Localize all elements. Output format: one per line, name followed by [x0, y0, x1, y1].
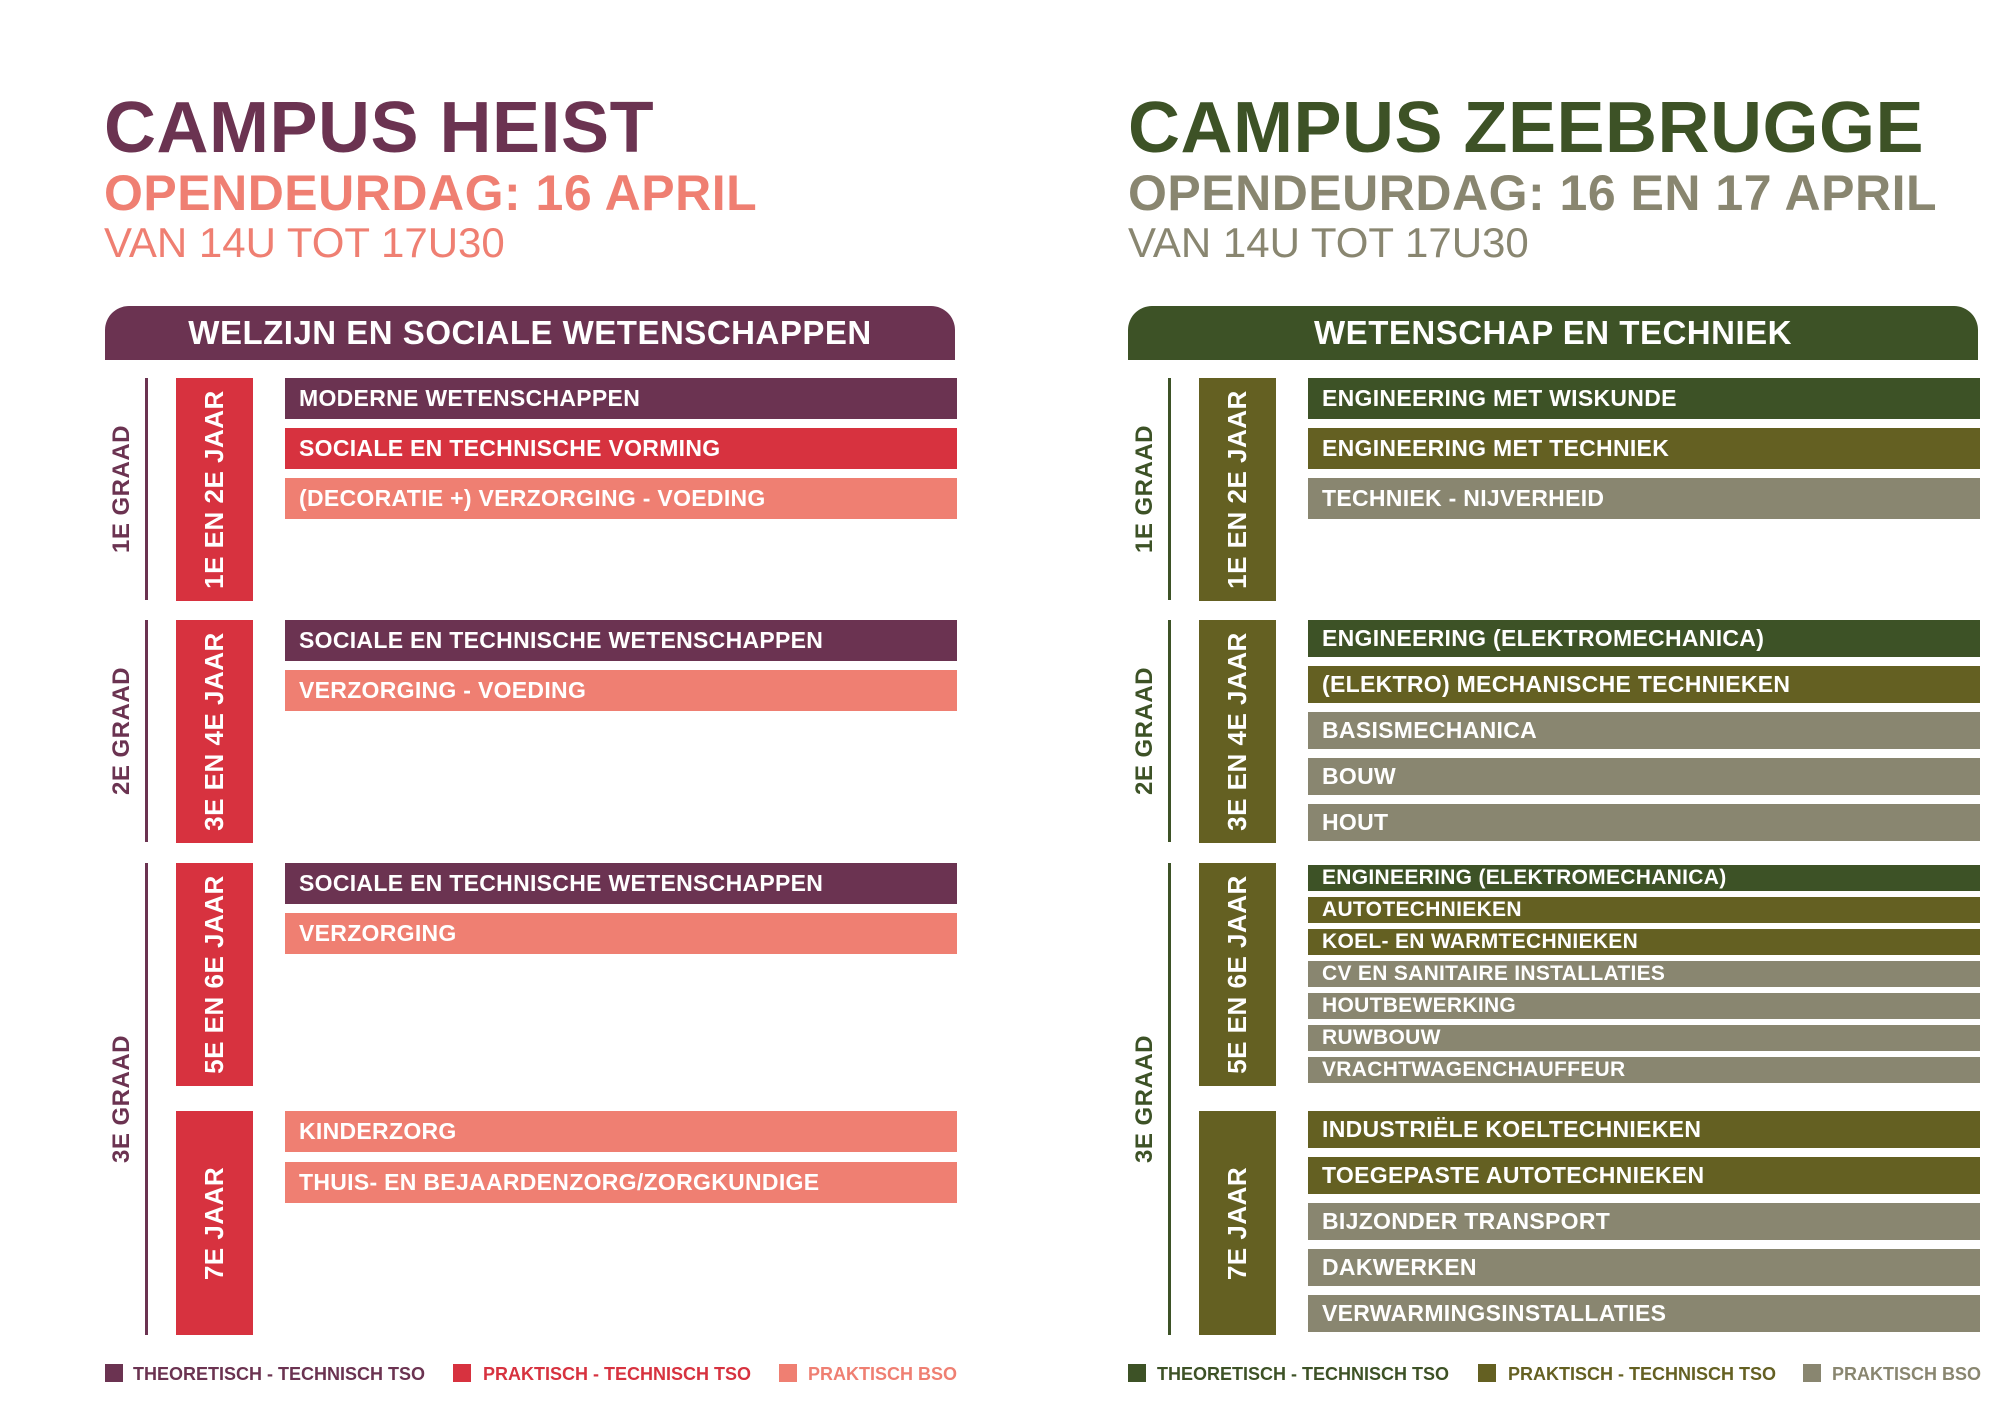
- left-open-day: OPENDEURDAG: 16 APRIL: [104, 165, 758, 221]
- left-course-bar: THUIS- EN BEJAARDENZORG/ZORGKUNDIGE: [285, 1162, 957, 1203]
- right-course-bar: ENGINEERING MET TECHNIEK: [1308, 428, 1980, 469]
- left-grade1-label: 1E GRAAD: [108, 424, 135, 554]
- right-legend-tso-practical: PRAKTISCH - TECHNISCH TSO: [1508, 1364, 1777, 1384]
- left-campus-title: CAMPUS HEIST: [104, 88, 655, 168]
- left-grade2-label: 2E GRAAD: [108, 666, 135, 796]
- right-course-bar: ENGINEERING MET WISKUNDE: [1308, 378, 1980, 419]
- left-grade3-label: 3E GRAAD: [108, 1034, 135, 1164]
- right-year-5-6: 5E EN 6E JAAR: [1199, 863, 1276, 1086]
- right-course-bar: BOUW: [1308, 758, 1980, 795]
- left-legend-swatch-tso-practical: [453, 1364, 471, 1382]
- right-legend-swatch-bso: [1803, 1364, 1821, 1382]
- right-year-1-2: 1E EN 2E JAAR: [1199, 378, 1276, 601]
- left-course-bar: SOCIALE EN TECHNISCHE VORMING: [285, 428, 957, 469]
- right-course-bar: ENGINEERING (ELEKTROMECHANICA): [1308, 865, 1980, 891]
- right-course-bar: BIJZONDER TRANSPORT: [1308, 1203, 1980, 1240]
- right-grade2-label: 2E GRAAD: [1131, 666, 1158, 796]
- left-legend-bso: PRAKTISCH BSO: [808, 1364, 958, 1384]
- left-year-7: 7E JAAR: [176, 1111, 253, 1335]
- right-legend-swatch-tso-practical: [1478, 1364, 1496, 1382]
- right-course-bar: RUWBOUW: [1308, 1025, 1980, 1051]
- right-course-bar: ENGINEERING (ELEKTROMECHANICA): [1308, 620, 1980, 657]
- right-open-day: OPENDEURDAG: 16 EN 17 APRIL: [1128, 165, 1938, 221]
- left-section-header: WELZIJN EN SOCIALE WETENSCHAPPEN: [105, 306, 955, 360]
- right-legend-bso: PRAKTISCH BSO: [1832, 1364, 1982, 1384]
- right-course-bar: HOUT: [1308, 804, 1980, 841]
- right-legend-swatch-tso-theory: [1128, 1364, 1146, 1382]
- right-grade3-label: 3E GRAAD: [1131, 1034, 1158, 1164]
- right-year-3-4: 3E EN 4E JAAR: [1199, 620, 1276, 843]
- right-hours: VAN 14U TOT 17U30: [1128, 219, 1529, 266]
- right-campus-title: CAMPUS ZEEBRUGGE: [1128, 88, 1925, 168]
- left-course-bar: VERZORGING - VOEDING: [285, 670, 957, 711]
- right-course-bar: BASISMECHANICA: [1308, 712, 1980, 749]
- left-course-bar: VERZORGING: [285, 913, 957, 954]
- left-legend-swatch-bso: [779, 1364, 797, 1382]
- left-legend-swatch-tso-theory: [105, 1364, 123, 1382]
- left-hours: VAN 14U TOT 17U30: [104, 219, 505, 266]
- right-grade1-label: 1E GRAAD: [1131, 424, 1158, 554]
- left-year-1-2: 1E EN 2E JAAR: [176, 378, 253, 601]
- right-legend-tso-theory: THEORETISCH - TECHNISCH TSO: [1157, 1364, 1450, 1384]
- left-legend-tso-theory: THEORETISCH - TECHNISCH TSO: [133, 1364, 426, 1384]
- right-course-bar: AUTOTECHNIEKEN: [1308, 897, 1980, 923]
- left-course-bar: SOCIALE EN TECHNISCHE WETENSCHAPPEN: [285, 620, 957, 661]
- right-course-bar: KOEL- EN WARMTECHNIEKEN: [1308, 929, 1980, 955]
- right-course-bar: (ELEKTRO) MECHANISCHE TECHNIEKEN: [1308, 666, 1980, 703]
- right-course-bar: VRACHTWAGENCHAUFFEUR: [1308, 1057, 1980, 1083]
- right-year-7: 7E JAAR: [1199, 1111, 1276, 1335]
- left-year-5-6: 5E EN 6E JAAR: [176, 863, 253, 1086]
- right-course-bar: HOUTBEWERKING: [1308, 993, 1980, 1019]
- right-course-bar: VERWARMINGSINSTALLATIES: [1308, 1295, 1980, 1332]
- right-course-bar: TOEGEPASTE AUTOTECHNIEKEN: [1308, 1157, 1980, 1194]
- left-course-bar: (DECORATIE +) VERZORGING - VOEDING: [285, 478, 957, 519]
- right-course-bar: TECHNIEK - NIJVERHEID: [1308, 478, 1980, 519]
- left-course-bar: KINDERZORG: [285, 1111, 957, 1152]
- right-course-bar: DAKWERKEN: [1308, 1249, 1980, 1286]
- right-section-header: WETENSCHAP EN TECHNIEK: [1128, 306, 1978, 360]
- right-course-bar: INDUSTRIËLE KOELTECHNIEKEN: [1308, 1111, 1980, 1148]
- right-course-bar: CV EN SANITAIRE INSTALLATIES: [1308, 961, 1980, 987]
- left-course-bar: SOCIALE EN TECHNISCHE WETENSCHAPPEN: [285, 863, 957, 904]
- left-year-3-4: 3E EN 4E JAAR: [176, 620, 253, 843]
- left-legend-tso-practical: PRAKTISCH - TECHNISCH TSO: [483, 1364, 752, 1384]
- left-course-bar: MODERNE WETENSCHAPPEN: [285, 378, 957, 419]
